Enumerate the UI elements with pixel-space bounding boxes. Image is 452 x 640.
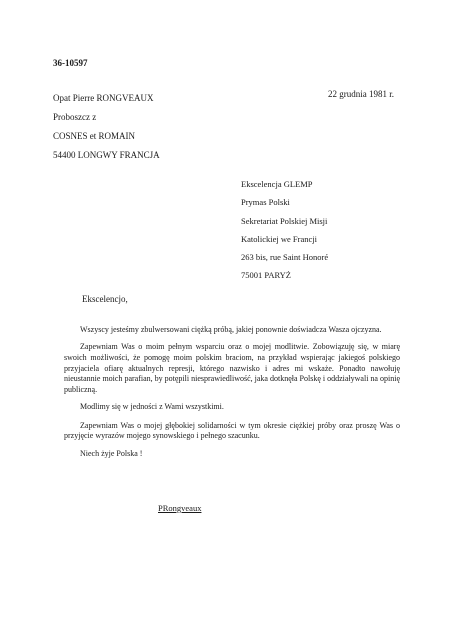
body-paragraph: Niech żyje Polska ! — [80, 448, 143, 458]
recipient-title: Prymas Polski — [241, 197, 290, 208]
letter-salutation: Ekscelencjo, — [82, 294, 128, 304]
recipient-name: Ekscelencja GLEMP — [241, 179, 313, 189]
sender-name: Opat Pierre RONGVEAUX — [53, 93, 154, 103]
recipient-organization-line-2: Katolickiej we Francji — [241, 233, 318, 244]
letter-body — [64, 325, 400, 466]
body-paragraph: Zapewniam Was o moim pełnym wsparciu oraz o mojej modlitwie. Zobowiązuję się, w miarę swoich możliwości, że pomogę moim polskim braciom, na przykład wspierając jakiegoś polskiego przyjaciela ofiarę aktualnych represji, którego nazwisko i adres mi wskaże. Ponadto nawołuję nieustannie moich parafian, by potępili niesprawiedliwość, jaka dotknęła Polskę i oddziaływali na opinię publiczną. — [64, 342, 400, 394]
body-paragraph: Wszyscy jesteśmy zbulwersowani ciężką próbą, jakiej ponownie doświadcza Wasza ojczyzna. — [80, 325, 382, 334]
sender-address-block — [53, 89, 160, 165]
body-paragraph: Modlimy się w jedności z Wami wszystkimi. — [80, 402, 224, 412]
signature: PRongveaux — [158, 503, 202, 513]
recipient-organization-line-1: Sekretariat Polskiej Misji — [241, 215, 328, 226]
document-reference-number: 36-10597 — [53, 58, 88, 68]
recipient-street: 263 bis, rue Saint Honoré — [241, 252, 329, 263]
letter-date: 22 grudnia 1981 r. — [328, 89, 394, 99]
body-paragraph: Zapewniam Was o mojej głębokiej solidarności w tym okresie ciężkiej próby oraz proszę Was o przyjęcie wyrazów mojego synowskiego i pełnego szacunku. — [64, 420, 400, 441]
recipient-address-block — [241, 175, 328, 285]
recipient-city: 75001 PARYŻ — [241, 270, 291, 281]
sender-title: Proboszcz z — [53, 112, 97, 122]
sender-postal-address: 54400 LONGWY FRANCJA — [53, 150, 160, 160]
sender-parish: COSNES et ROMAIN — [53, 131, 136, 141]
